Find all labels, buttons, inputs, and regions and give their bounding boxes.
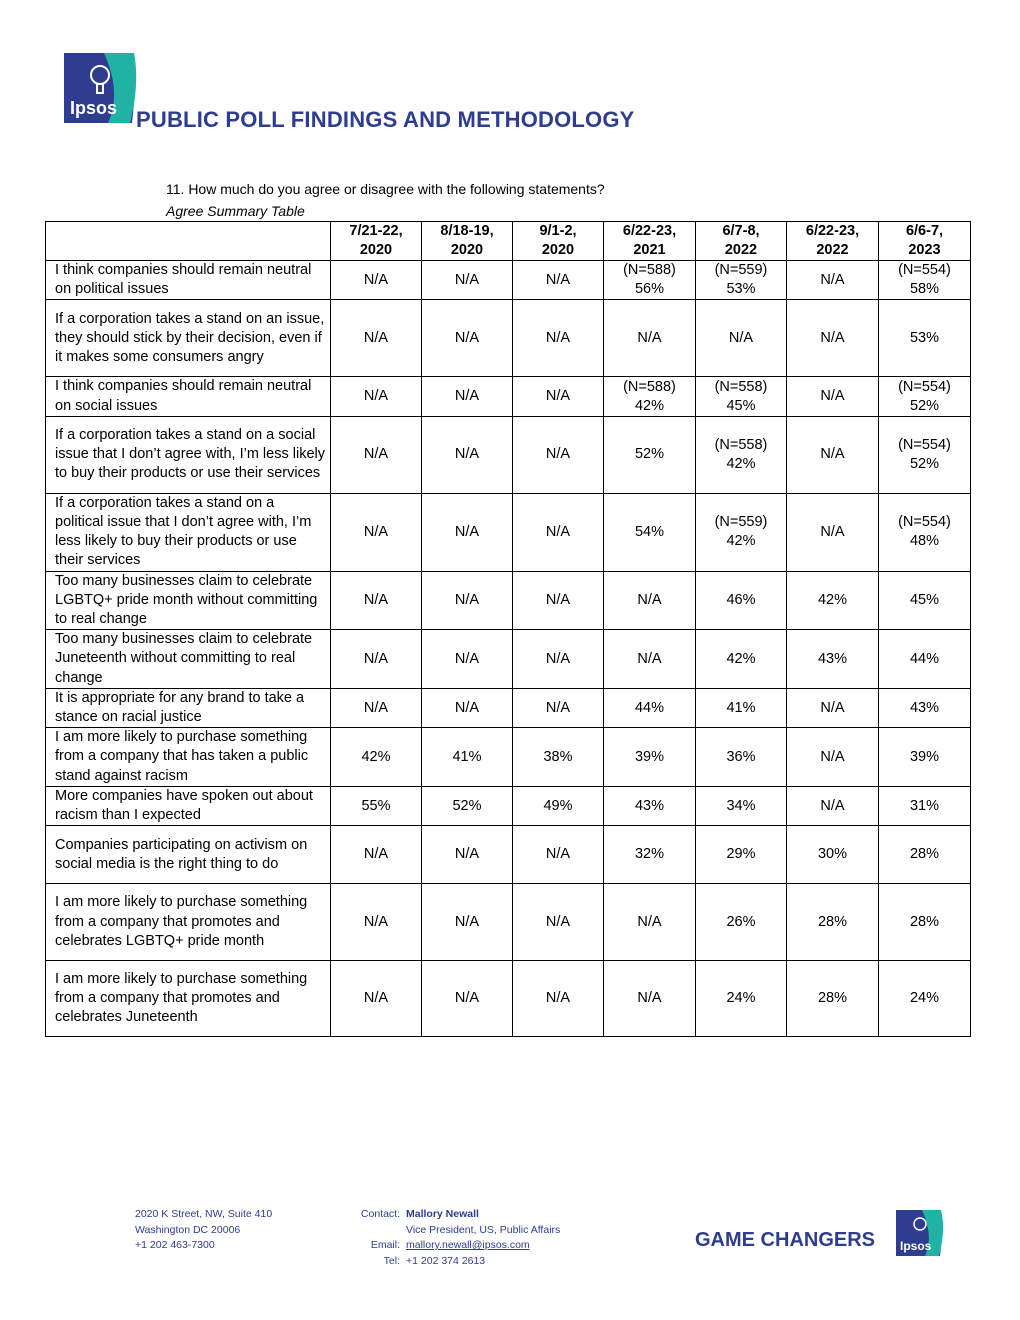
value-cell: N/A [331,688,422,727]
value-cell: 42% [787,571,879,630]
value-cell: N/A [422,826,513,884]
value-cell: 34% [696,786,787,825]
table-row [46,377,971,416]
column-header [513,222,604,261]
value-cell: N/A [422,493,513,571]
value-cell: (N=558) 45% [696,377,787,416]
value-cell: N/A [513,961,604,1037]
column-header [331,222,422,261]
value-cell: (N=558) 42% [696,416,787,493]
tagline: GAME CHANGERS [695,1229,876,1251]
statement-label: Too many businesses claim to celebrate Juneteenth without committing to real change [46,630,331,689]
statement-label: I think companies should remain neutral on political issues [46,261,331,300]
value-cell: 24% [696,961,787,1037]
value-cell: N/A [513,261,604,300]
value-cell: 36% [696,728,787,787]
value-cell: N/A [513,630,604,689]
statement-label: If a corporation takes a stand on an issue, they should stick by their decision, even if it makes some consumers angry [46,300,331,377]
address-line: +1 202 463-7300 [135,1239,215,1251]
statement-label: More companies have spoken out about racism than I expected [46,786,331,825]
column-header-line: 2020 [359,242,393,258]
value-cell: N/A [513,377,604,416]
column-header-line: 2022 [816,242,849,258]
value-cell: 26% [696,884,787,961]
value-cell: 28% [787,884,879,961]
agree-summary-table [45,221,971,1037]
value-cell: N/A [331,377,422,416]
value-cell: N/A [422,630,513,689]
value-cell: 44% [879,630,971,689]
value-cell: N/A [331,300,422,377]
table-header-row [46,222,971,261]
column-header [604,222,696,261]
footer-contact [340,1207,560,1269]
value-cell: N/A [422,416,513,493]
contact-name: Mallory Newall [406,1208,479,1220]
value-cell: (N=554) 58% [879,261,971,300]
value-cell: N/A [513,884,604,961]
value-cell: N/A [787,377,879,416]
value-cell: 54% [604,493,696,571]
contact-label: Contact: [360,1208,400,1220]
ipsos-logo-footer [896,1210,944,1256]
value-cell: N/A [513,826,604,884]
value-cell: 49% [513,786,604,825]
value-cell: (N=588) 42% [604,377,696,416]
value-cell: 28% [787,961,879,1037]
value-cell: N/A [422,377,513,416]
value-cell: 31% [879,786,971,825]
table-row [46,826,971,884]
value-cell: 55% [331,786,422,825]
value-cell: N/A [331,416,422,493]
value-cell: 29% [696,826,787,884]
column-header [879,222,971,261]
page-title: PUBLIC POLL FINDINGS AND METHODOLOGY [136,107,635,132]
table-row [46,630,971,689]
email-link[interactable]: mallory.newall@ipsos.com [406,1239,530,1251]
value-cell: (N=588) 56% [604,261,696,300]
value-cell: N/A [422,261,513,300]
value-cell: N/A [331,571,422,630]
table-row [46,961,971,1037]
value-cell: N/A [604,961,696,1037]
value-cell: 38% [513,728,604,787]
value-cell: 32% [604,826,696,884]
table-row [46,884,971,961]
value-cell: N/A [331,630,422,689]
column-header-line: 2023 [908,242,941,258]
column-header-line: 2020 [450,242,484,258]
statement-label: It is appropriate for any brand to take a stance on racial justice [46,688,331,727]
statement-label: I am more likely to purchase something from a company that has taken a public stand against racism [46,728,331,787]
value-cell: 42% [696,630,787,689]
column-header-line: 7/21-22, [349,223,403,239]
statement-label: Too many businesses claim to celebrate LGBTQ+ pride month without committing to real change [46,571,331,630]
logo-text: Ipsos [70,98,118,118]
table-row [46,300,971,377]
value-cell: N/A [787,261,879,300]
tel-number: +1 202 374 2613 [406,1254,486,1267]
value-cell: 41% [422,728,513,787]
column-header [422,222,513,261]
value-cell: 43% [604,786,696,825]
table-row [46,786,971,825]
value-cell: N/A [604,884,696,961]
value-cell: 52% [422,786,513,825]
value-cell: 46% [696,571,787,630]
value-cell: N/A [331,826,422,884]
value-cell: N/A [513,493,604,571]
value-cell: N/A [513,688,604,727]
statement-label: I think companies should remain neutral on social issues [46,377,331,416]
column-header-line: 6/7-8, [722,223,760,239]
column-header-line: 2021 [633,242,666,258]
column-header-line: 2022 [724,242,758,258]
table-row [46,493,971,571]
statement-label: Companies participating on activism on social media is the right thing to do [46,826,331,884]
value-cell: N/A [787,300,879,377]
column-header-line: 9/1-2, [539,223,577,239]
footer-address [135,1207,272,1254]
value-cell: N/A [331,961,422,1037]
value-cell: (N=559) 42% [696,493,787,571]
value-cell: 43% [879,688,971,727]
value-cell: 39% [879,728,971,787]
statement-label: I am more likely to purchase something from a company that promotes and celebrates LGBTQ+ pride month [46,884,331,961]
value-cell: N/A [513,300,604,377]
value-cell: 24% [879,961,971,1037]
value-cell: N/A [422,300,513,377]
value-cell: 41% [696,688,787,727]
contact-title: Vice President, US, Public Affairs [406,1223,561,1236]
value-cell: 44% [604,688,696,727]
value-cell: N/A [513,571,604,630]
value-cell: N/A [787,688,879,727]
ipsos-logo [64,53,138,123]
value-cell: N/A [787,728,879,787]
value-cell: N/A [422,571,513,630]
table-row [46,261,971,300]
value-cell: N/A [422,961,513,1037]
value-cell: N/A [331,261,422,300]
address-line: 2020 K Street, NW, Suite 410 [135,1208,273,1220]
column-header-line: 6/22-23, [805,223,860,239]
question-text: 11. How much do you agree or disagree with the following statements? [166,181,605,197]
value-cell: (N=554) 52% [879,416,971,493]
statement-label: If a corporation takes a stand on a political issue that I don’t agree with, I’m less likely to buy their products or use their services [46,493,331,571]
value-cell: N/A [422,688,513,727]
column-header [787,222,879,261]
value-cell: 39% [604,728,696,787]
table-row [46,416,971,493]
value-cell: N/A [331,493,422,571]
value-cell: 52% [604,416,696,493]
value-cell: 42% [331,728,422,787]
value-cell: N/A [787,493,879,571]
email-label: Email: [370,1239,400,1251]
column-header-line: 6/6-7, [905,223,944,239]
column-header [696,222,787,261]
value-cell: N/A [604,571,696,630]
value-cell: 43% [787,630,879,689]
value-cell: N/A [331,884,422,961]
value-cell: 45% [879,571,971,630]
value-cell: N/A [787,416,879,493]
value-cell: 30% [787,826,879,884]
value-cell: N/A [513,416,604,493]
logo-text-footer: Ipsos [900,1239,932,1253]
value-cell: N/A [604,300,696,377]
value-cell: 28% [879,826,971,884]
table-subtitle: Agree Summary Table [166,203,305,219]
value-cell: (N=554) 52% [879,377,971,416]
table-row [46,688,971,727]
column-header-line: 6/22-23, [622,223,677,239]
header-empty-cell [46,222,331,261]
address-line: Washington DC 20006 [135,1223,241,1236]
statement-label: If a corporation takes a stand on a social issue that I don’t agree with, I’m less likely to buy their products or use their services [46,416,331,493]
value-cell: N/A [696,300,787,377]
table-row [46,728,971,787]
value-cell: N/A [422,884,513,961]
statement-label: I am more likely to purchase something from a company that promotes and celebrates Juneteenth [46,961,331,1037]
value-cell: 53% [879,300,971,377]
column-header-line: 8/18-19, [440,223,494,239]
table-row [46,571,971,630]
column-header-line: 2020 [541,242,575,258]
value-cell: N/A [604,630,696,689]
value-cell: (N=554) 48% [879,493,971,571]
value-cell: N/A [787,786,879,825]
tel-label: Tel: [383,1254,400,1267]
value-cell: (N=559) 53% [696,261,787,300]
value-cell: 28% [879,884,971,961]
